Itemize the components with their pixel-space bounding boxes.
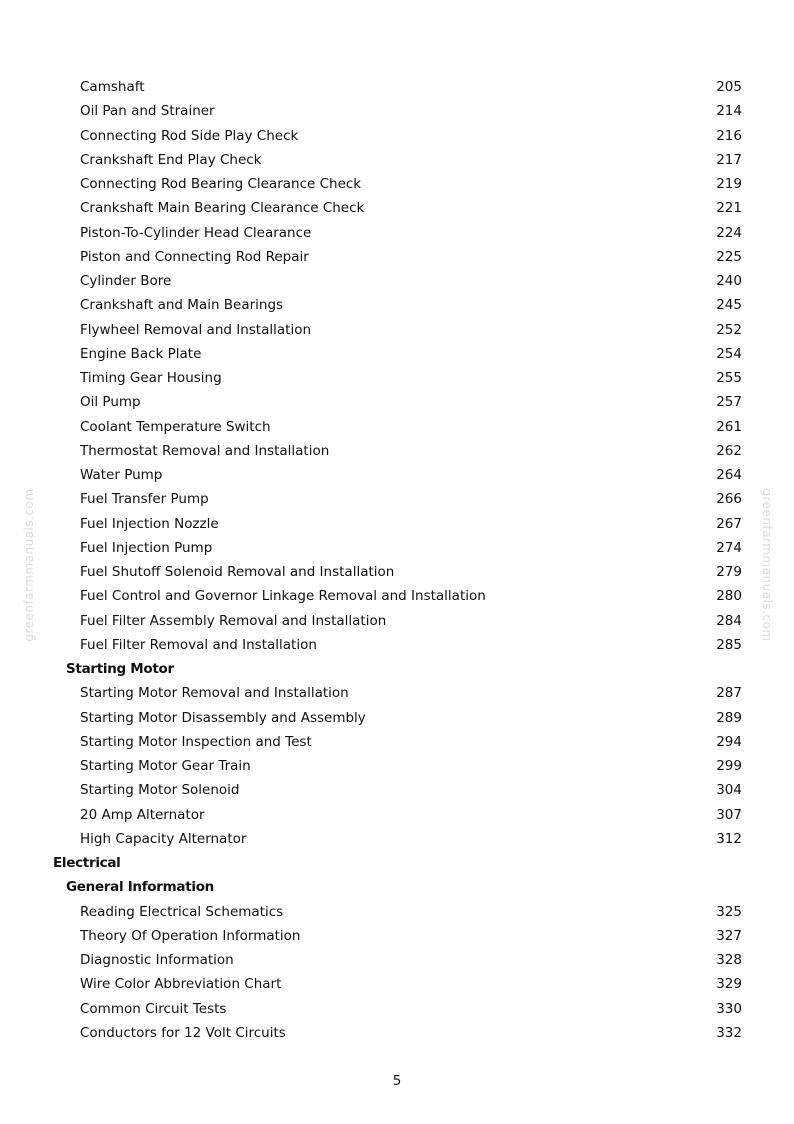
toc-entry[interactable] (0, 148, 794, 172)
toc-entry-title: Common Circuit Tests (80, 1000, 227, 1017)
toc-entry-title: Fuel Filter Assembly Removal and Installation (80, 612, 387, 629)
toc-entry-title: Crankshaft and Main Bearings (80, 297, 284, 314)
toc-entry-title: Starting Motor Solenoid (80, 782, 240, 799)
toc-section-heading[interactable] (0, 851, 794, 875)
toc-entry-page: 304 (716, 782, 742, 799)
toc-entry-page: 219 (716, 176, 742, 192)
toc-entry[interactable] (0, 972, 794, 996)
toc-entry-title: Fuel Shutoff Solenoid Removal and Installation (80, 564, 395, 580)
toc-entry-page: 214 (716, 103, 742, 120)
toc-entry-page: 327 (716, 927, 742, 944)
toc-entry-page: 254 (716, 345, 742, 362)
toc-entry-page: 274 (716, 539, 742, 556)
toc-entry-title: Cylinder Bore (80, 273, 172, 289)
toc-entry-page: 294 (716, 733, 742, 750)
toc-entry[interactable] (0, 196, 794, 220)
toc-entry-title: General Information (66, 879, 214, 896)
toc-entry-page: 264 (716, 467, 742, 483)
toc-entry-page: 289 (716, 709, 742, 726)
toc-entry-page: 285 (716, 636, 742, 653)
toc-entry-page: 240 (716, 273, 742, 289)
toc-entry-page: 325 (716, 903, 742, 920)
toc-entry[interactable] (0, 706, 794, 730)
toc-entry[interactable] (0, 99, 794, 123)
toc-entry-title: Fuel Control and Governor Linkage Removal and Installation (80, 588, 486, 605)
toc-entry[interactable] (0, 75, 794, 99)
toc-entry-page: 284 (716, 612, 742, 629)
toc-entry-title: Fuel Filter Removal and Installation (80, 636, 317, 653)
toc-entry[interactable] (0, 778, 794, 802)
toc-entry-title: Starting Motor Disassembly and Assembly (80, 709, 366, 726)
toc-entry-title: Electrical (53, 855, 121, 871)
toc-entry-title: Fuel Transfer Pump (80, 491, 209, 508)
toc-entry-page: 287 (716, 685, 742, 702)
toc-entry-title: Starting Motor (66, 661, 174, 677)
toc-entry[interactable] (0, 124, 794, 148)
toc-entry[interactable] (0, 754, 794, 778)
toc-entry-page: 328 (716, 952, 742, 968)
watermark-left: greenfarmmanuals.com (22, 488, 36, 642)
toc-entry[interactable] (0, 1021, 794, 1045)
toc-entry[interactable] (0, 900, 794, 924)
toc-entry[interactable] (0, 827, 794, 851)
toc-entry-page: 279 (716, 564, 742, 580)
toc-entry-title: Crankshaft Main Bearing Clearance Check (80, 200, 365, 217)
toc-entry[interactable] (0, 924, 794, 948)
toc-entry-page: 329 (716, 976, 742, 993)
toc-entry-page: 299 (716, 758, 742, 774)
toc-entry-page: 225 (716, 248, 742, 265)
toc-entry-title: Piston-To-Cylinder Head Clearance (80, 224, 312, 241)
toc-entry-title: Fuel Injection Nozzle (80, 515, 219, 532)
toc-entry-title: Conductors for 12 Volt Circuits (80, 1024, 286, 1041)
toc-entry[interactable] (0, 318, 794, 342)
toc-entry-title: Starting Motor Inspection and Test (80, 733, 312, 750)
toc-entry[interactable] (0, 997, 794, 1021)
page-number: 5 (392, 1073, 402, 1089)
toc-entry[interactable] (0, 366, 794, 390)
toc-entry-page: 255 (716, 370, 742, 386)
toc-entry[interactable] (0, 463, 794, 487)
toc-entry-page: 245 (716, 297, 742, 314)
toc-entry[interactable] (0, 415, 794, 439)
toc-entry-page: 216 (716, 127, 742, 144)
toc-entry-title: Crankshaft End Play Check (80, 151, 262, 168)
toc-entry-page: 262 (716, 442, 742, 459)
toc-entry-title: Connecting Rod Side Play Check (80, 127, 299, 144)
toc-entry[interactable] (0, 803, 794, 827)
toc-entry-title: Diagnostic Information (80, 952, 234, 968)
toc-entry[interactable] (0, 245, 794, 269)
toc-entry-title: Theory Of Operation Information (80, 927, 301, 944)
toc-entry-page: 266 (716, 491, 742, 508)
toc-entry-title: Engine Back Plate (80, 345, 202, 362)
toc-entry-title: Coolant Temperature Switch (80, 418, 271, 435)
toc-entry-page: 261 (716, 418, 742, 435)
toc-entry[interactable] (0, 439, 794, 463)
toc-entry-title: Timing Gear Housing (80, 370, 222, 386)
toc-entry-title: Reading Electrical Schematics (80, 903, 284, 920)
toc-entry-page: 332 (716, 1024, 742, 1041)
toc-entry-page: 257 (716, 394, 742, 411)
toc-entry-title: Oil Pump (80, 394, 141, 411)
toc-entry-page: 307 (716, 806, 742, 823)
toc-entry-page: 221 (716, 200, 742, 217)
toc-entry-title: Oil Pan and Strainer (80, 103, 215, 120)
toc-entry-page: 224 (716, 224, 742, 241)
toc-entry[interactable] (0, 293, 794, 317)
toc-section-heading[interactable] (0, 875, 794, 899)
toc-section-heading[interactable] (0, 657, 794, 681)
watermark-right: greenfarmmanuals.com (760, 488, 774, 642)
toc-entry-title: Water Pump (80, 467, 163, 483)
toc-entry-title: Thermostat Removal and Installation (80, 442, 330, 459)
toc-entry[interactable] (0, 681, 794, 705)
toc-entry-title: Wire Color Abbreviation Chart (80, 976, 282, 993)
toc-entry[interactable] (0, 536, 794, 560)
toc-entry[interactable] (0, 342, 794, 366)
toc-entry-page: 312 (716, 830, 742, 847)
toc-entry[interactable] (0, 512, 794, 536)
toc-entry[interactable] (0, 560, 794, 584)
toc-entry-page: 252 (716, 321, 742, 338)
toc-entry-page: 280 (716, 588, 742, 605)
toc-entry[interactable] (0, 730, 794, 754)
toc-entry[interactable] (0, 633, 794, 657)
toc-entry-page: 267 (716, 515, 742, 532)
toc-entry-title: Starting Motor Removal and Installation (80, 685, 349, 702)
toc-entry-title: Camshaft (80, 79, 145, 95)
toc-entry[interactable] (0, 948, 794, 972)
toc-entry[interactable] (0, 221, 794, 245)
toc-entry-title: Starting Motor Gear Train (80, 758, 251, 774)
toc-entry[interactable] (0, 609, 794, 633)
table-of-contents (0, 75, 794, 1045)
toc-entry[interactable] (0, 269, 794, 293)
toc-entry-page: 217 (716, 151, 742, 168)
toc-entry[interactable] (0, 487, 794, 511)
toc-entry-title: 20 Amp Alternator (80, 806, 205, 823)
toc-entry-title: Connecting Rod Bearing Clearance Check (80, 176, 362, 192)
toc-entry[interactable] (0, 172, 794, 196)
toc-entry-title: Fuel Injection Pump (80, 539, 213, 556)
toc-entry-title: Flywheel Removal and Installation (80, 321, 312, 338)
toc-entry-title: Piston and Connecting Rod Repair (80, 248, 309, 265)
toc-entry-page: 330 (716, 1000, 742, 1017)
toc-entry[interactable] (0, 390, 794, 414)
toc-entry[interactable] (0, 584, 794, 608)
toc-entry-page: 205 (716, 79, 742, 95)
toc-entry-title: High Capacity Alternator (80, 830, 247, 847)
